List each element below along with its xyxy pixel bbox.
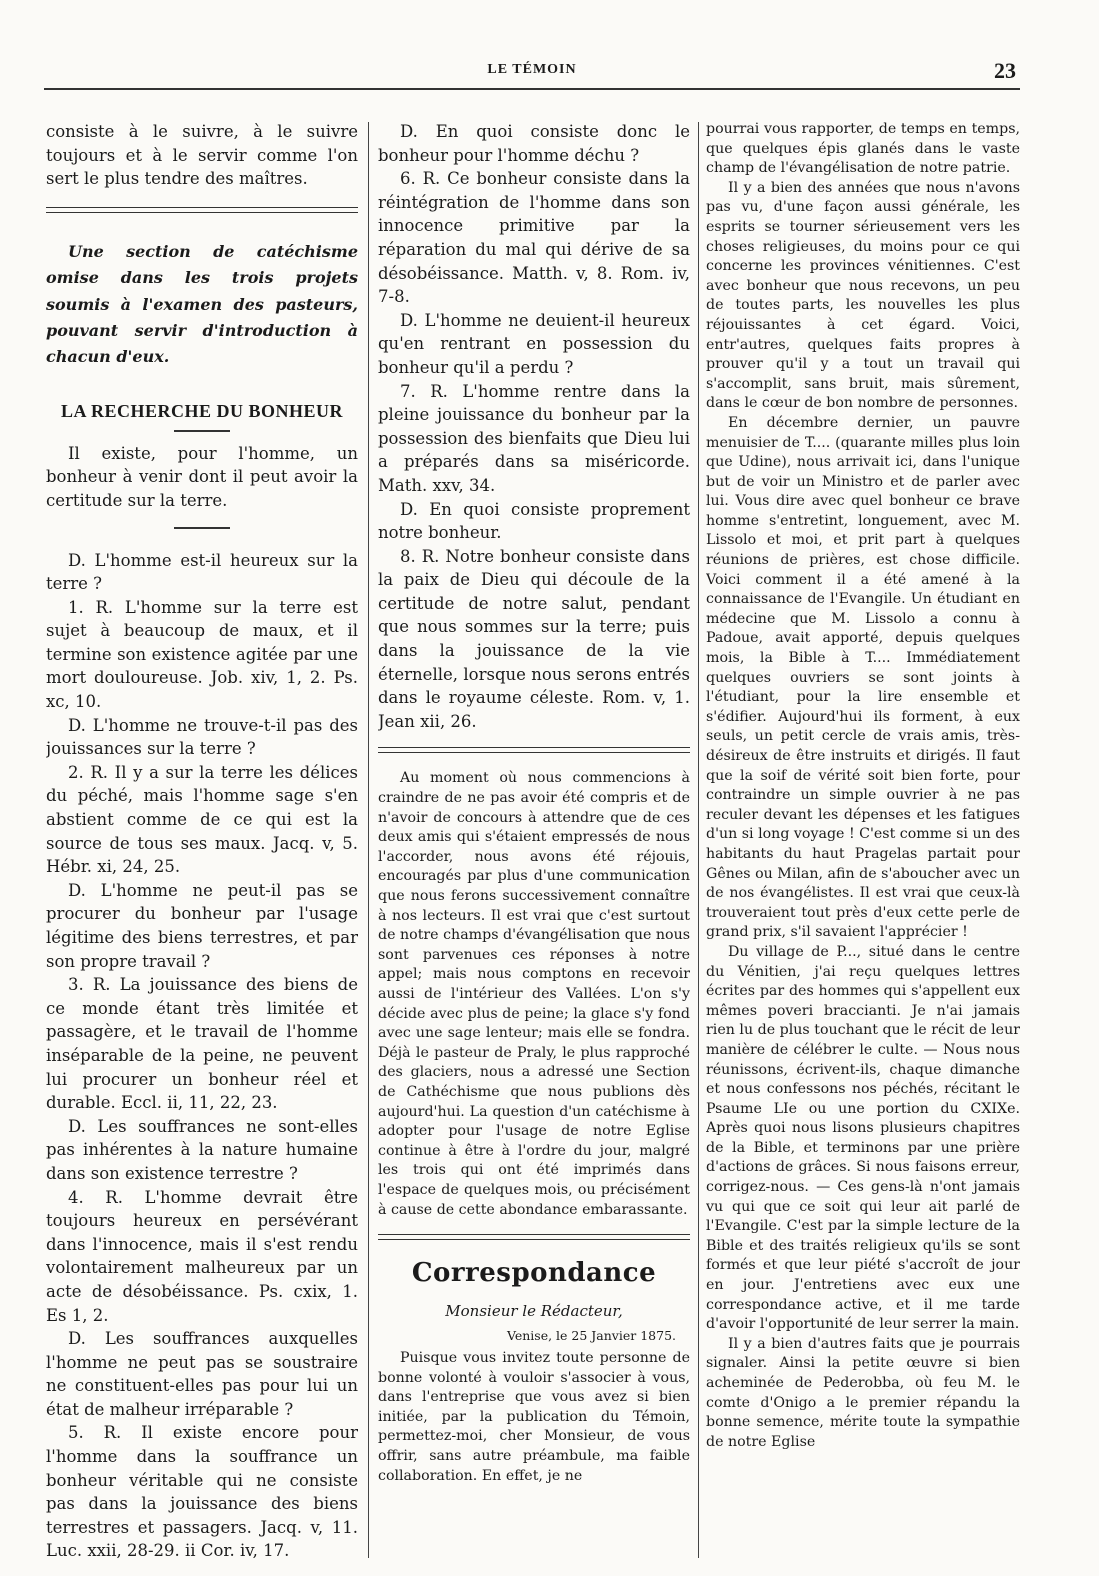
- section-divider: [46, 207, 358, 213]
- column-3: [706, 120, 1020, 1452]
- correspondence-divider: [378, 1234, 690, 1240]
- column-1: [46, 120, 358, 1563]
- column-separator-1: [368, 122, 369, 1558]
- answer-8: 8. R. Notre bonheur consiste dans la paix de Dieu qui découle de la certitude de notre salut, pendant que nous sommes sur la terre; puis dans la jouissance de la vie éternelle, lorsque nous serons entrés dans le royaume céleste. Rom. v, 1. Jean xii, 26.: [378, 546, 690, 731]
- dateline: Venise, le 25 Janvier 1875.: [506, 1328, 676, 1344]
- thesis-rule: [174, 527, 230, 529]
- question-3: D. L'homme ne peut-il pas se procurer du bonheur par l'usage légitime des biens terrestres, et par son propre travail ?: [46, 880, 358, 971]
- continued-text: consiste à le suivre, à le suivre toujours et à le servir comme l'on sert le plus tendre des maîtres.: [46, 122, 358, 189]
- page-header: [44, 58, 1020, 90]
- answer-1: 1. R. L'homme sur la terre est sujet à beaucoup de maux, et il termine son existence agitée par une mort douloureuse. Job. xiv, 1, 2. Ps. xc, 10.: [46, 597, 358, 712]
- salutation: Monsieur le Rédacteur,: [445, 1302, 623, 1321]
- editorial-divider: [378, 747, 690, 753]
- letter-paragraph-2: Il y a bien des années que nous n'avons pas vu, d'une façon aussi générale, les esprits se tourner sérieusement vers les choses religieuses, du moins pour ce qui concerne les provinces vénitiennes. C'est avec bonheur que nous recevons, un peu de toutes parts, les nouvelles les plus réjouissantes à cet égard. Voici, entr'autres, quelques faits propres à prouver qu'il y a tout un travail qui s'accomplit, sans bruit, mais sûrement, dans le cœur de bon nombre de personnes.: [706, 179, 1020, 412]
- header-rule: [44, 88, 1020, 90]
- letter-continued: pourrai vous rapporter, de temps en temps, que quelques épis glanés dans le vaste champ de l'évangélisation de notre patrie.: [706, 121, 1020, 177]
- heading-rule: [174, 430, 230, 432]
- letter-paragraph-5: Il y a bien d'autres faits que je pourrais signaler. Ainsi la petite œuvre si bien acheminée de Pederobba, où feu M. le comte d'Onigo a le premier répandu la bonne semence, mérite toute la sympathie de notre Eglise: [706, 1335, 1020, 1450]
- correspondence-title: Correspondance: [411, 1258, 657, 1289]
- question-8: D. En quoi consiste proprement notre bonheur.: [378, 499, 690, 543]
- question-6: D. En quoi consiste donc le bonheur pour l'homme déchu ?: [378, 122, 690, 165]
- question-4: D. Les souffrances ne sont-elles pas inhérentes à la nature humaine dans son existence terrestre ?: [46, 1116, 358, 1183]
- letter-paragraph-3: En décembre dernier, un pauvre menuisier de T.... (quarante milles plus loin que Udine), nous arrivait ici, dans l'unique but de voir un Ministro et de parler avec lui. Vous dire avec quel bonheur ce brave homme s'entretint, longuement, avec M. Lissolo et moi, et prit part à quelques réunions de prières, est chose difficile. Voici comment il a été amené à la connaissance de l'Evangile. Un étudiant en médecine que M. Lissolo a connu à Padoue, avait apporté, depuis quelques mois, la Bible à T.... Immédiatement quelques ouvriers se sont joints à l'étudiant, pour la lire ensemble et s'édifier. Aujourd'hui ils forment, à eux seuls, un petit cercle de vrais amis, très-désireux de être instruits et dirigés. Il faut que la soif de vérité soit bien forte, pour contraindre un simple ouvrier à ne pas reculer devant les dépenses et les fatigues d'un si long voyage ! C'est comme si un des habitants du haut Pragelas partait pour Gênes ou Milan, afin de s'aboucher avec un de nos évangélistes. Il est vrai que ceux-là trouveraient tout près d'eux cette perle de grand prix, s'il savaient l'apprécier !: [706, 414, 1020, 941]
- running-title: LE TÉMOIN: [487, 62, 577, 77]
- letter-text: Puisque vous invitez toute personne de bonne volonté à vouloir s'associer à vous, dans l'entreprise que vous avez si bien initiée, par la publication du Témoin, permettez-moi, cher Monsieur, de vous offrir, sans autre préambule, ma faible collaboration. En effet, je ne: [378, 1350, 690, 1484]
- answer-4: 4. R. L'homme devrait être toujours heureux en persévérant dans l'innocence, mais il s'est rendu volontairement malheureux par un acte de désobéissance. Ps. cxix, 1. Es 1, 2.: [46, 1187, 358, 1325]
- editorial-note: Au moment où nous commencions à craindre de ne pas avoir été compris et de n'avoir de concours à attendre que de ces deux amis qui s'étaient empressés de nous l'accorder, nous avons été réjouis, encouragés par plus d'une communication que nous ferons successivement connaître à nos lecteurs. Il est vrai que c'est surtout de notre champs d'évangélisation que nous sont parvenues ces réponses à notre appel; mais nous comptons en recevoir aussi de l'intérieur des Vallées. L'on s'y décide avec plus de peine; la glace s'y fond avec une sage lenteur; mais elle se fondra. Déjà le pasteur de Praly, le plus rapproché des glaciers, nous a adressé une Section de Cathéchisme que nous publions dès aujourd'hui. La question d'un catéchisme à adopter pour l'usage de notre Eglise continue à être à l'ordre du jour, malgré les trois qui ont été imprimés dans l'espace de quelques mois, ou précisément à cause de cette abondance embarassante.: [378, 770, 690, 1218]
- answer-5: 5. R. Il existe encore pour l'homme dans la souffrance un bonheur véritable qui ne consiste pas dans la jouissance des biens terrestres et passagers. Jacq. v, 11. Luc. xxii, 28-29. ii Cor. iv, 17.: [46, 1423, 358, 1561]
- column-2: [378, 120, 690, 1486]
- answer-3: 3. R. La jouissance des biens de ce monde étant très limitée et passagère, et le travail de l'homme inséparable de la peine, ne peuvent lui procurer un bonheur réel et durable. Eccl. ii, 11, 22, 23.: [46, 975, 358, 1113]
- answer-7: 7. R. L'homme rentre dans la pleine jouissance du bonheur par la possession des bienfaits que Dieu lui a préparés dans sa miséricorde. Math. xxv, 34.: [378, 381, 690, 495]
- letter-paragraph-4: Du village de P..., situé dans le centre du Vénitien, j'ai reçu quelques lettres écrites par des hommes qui s'appellent eux mêmes poveri braccianti. Je n'ai jamais rien lu de plus touchant que le récit de leur manière de célébrer le culte. — Nous nous réunissons, écrivent-ils, chaque dimanche et nous confessons nos péchés, récitant le Psaume LIe ou une portion du CXIXe. Après quoi nous lisons plusieurs chapitres de la Bible, et terminons par une prière d'actions de grâces. Si nous faisons erreur, corrigez-nous. — Ces gens-là n'ont jamais vu qui que ce soit qui leur ait parlé de l'Evangile. C'est par la simple lecture de la Bible et des traités religieux qu'ils se sont formés et que leur piété s'accroît de jour en jour. J'entretiens avec eux une correspondance active, et il me tarde d'avoir l'opportunité de leur serrer la main.: [706, 943, 1020, 1333]
- question-2: D. L'homme ne trouve-t-il pas des jouissances sur la terre ?: [46, 715, 358, 759]
- section-intro: Une section de catéchisme omise dans les trois projets soumis à l'examen des pasteurs, pouvant servir d'introduction à chacun d'eux.: [46, 241, 358, 367]
- answer-6: 6. R. Ce bonheur consiste dans la réintégration de l'homme dans son innocence primitive par la réparation du mal qui dérive de sa désobéissance. Matth. v, 8. Rom. iv, 7-8.: [378, 169, 690, 307]
- section-heading: LA RECHERCHE DU BONHEUR: [60, 400, 344, 421]
- question-1: D. L'homme est-il heureux sur la terre ?: [46, 550, 358, 594]
- question-7: D. L'homme ne deuient-il heureux qu'en rentrant en possession du bonheur qu'il a perdu ?: [378, 310, 690, 377]
- page-number: 23: [994, 58, 1016, 83]
- answer-2: 2. R. Il y a sur la terre les délices du péché, mais l'homme sage s'en abstient comme de ce qui est la source de tous ses maux. Jacq. v, 5. Hébr. xi, 24, 25.: [46, 762, 358, 877]
- thesis: Il existe, pour l'homme, un bonheur à venir dont il peut avoir la certitude sur la terre.: [46, 443, 358, 510]
- column-separator-2: [698, 122, 699, 1558]
- question-5: D. Les souffrances auxquelles l'homme ne peut pas se soustraire ne constituent-elles pas pour lui un état de malheur irréparable ?: [46, 1329, 358, 1419]
